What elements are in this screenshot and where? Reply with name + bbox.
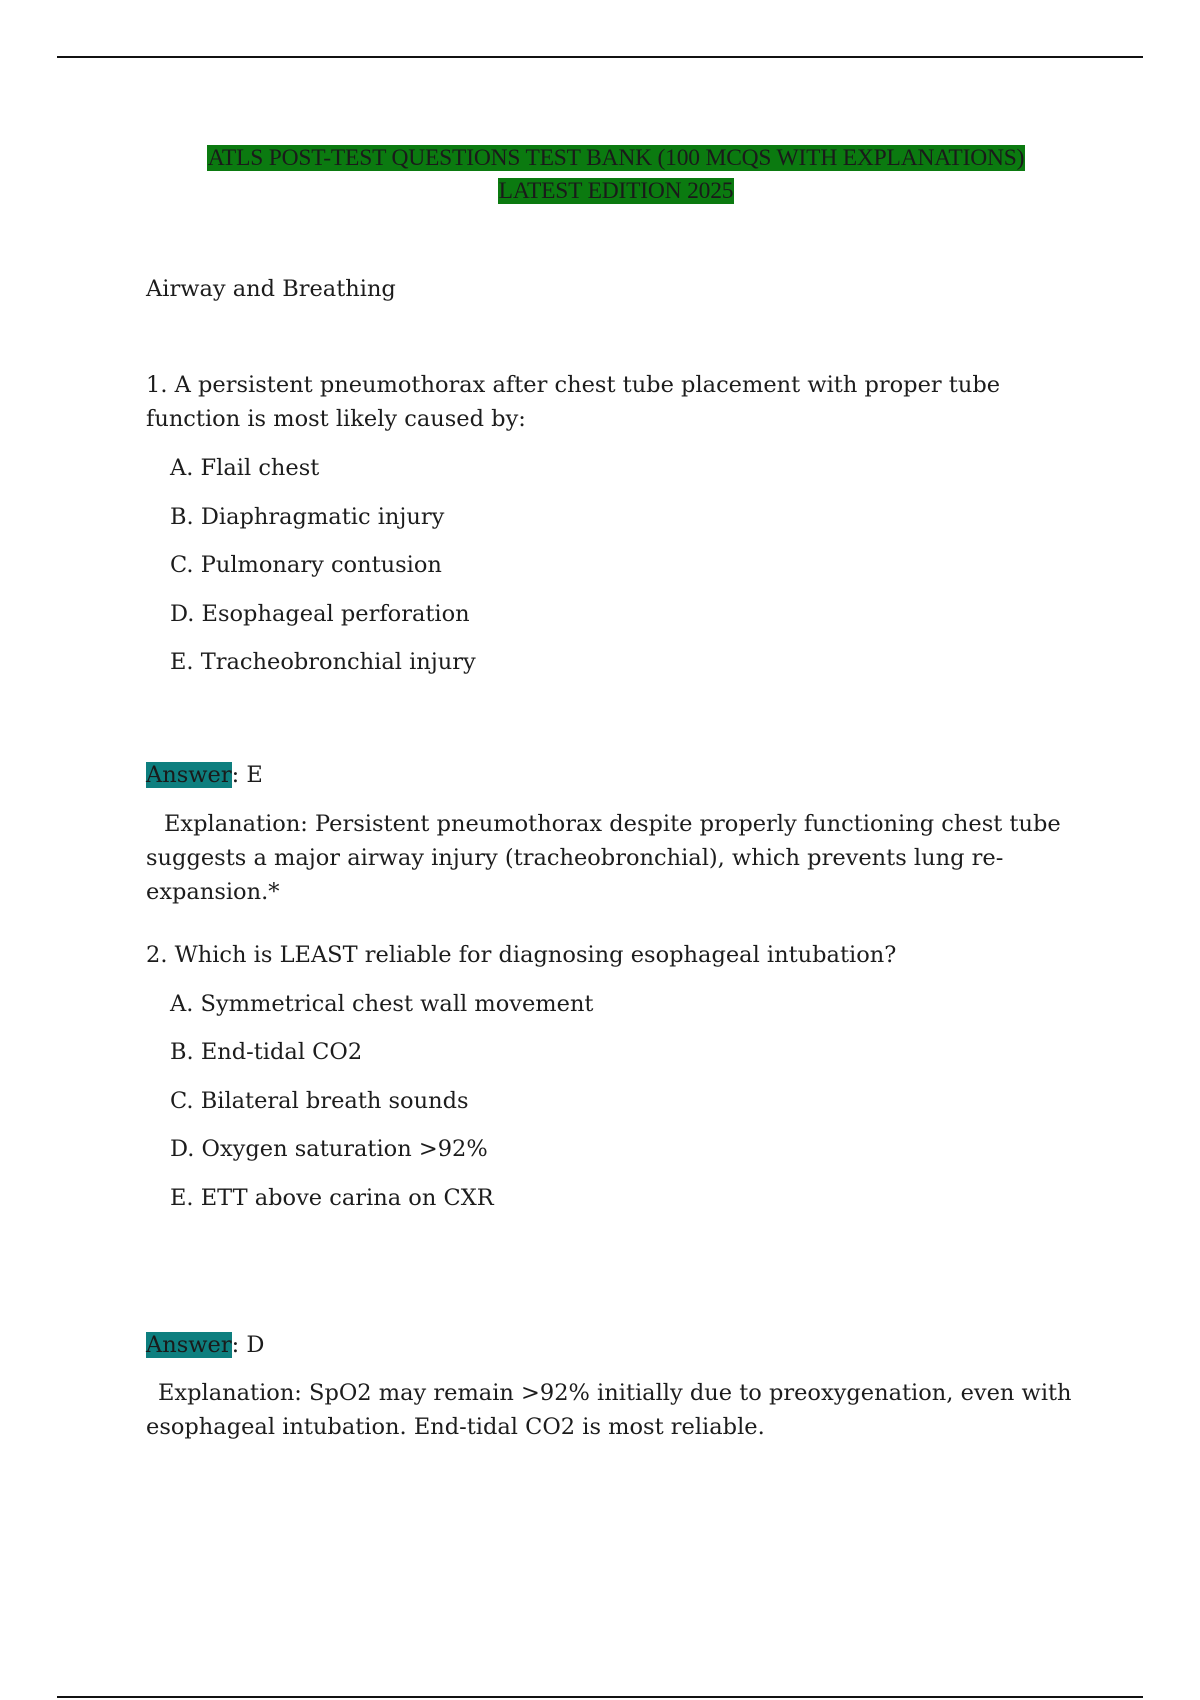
question-2-explanation: Explanation: SpO2 may remain >92% initially due to preoxygenation, even with esophageal intubation. End-tidal CO2 is most reliable. bbox=[146, 1380, 1072, 1440]
answer-value: : D bbox=[231, 1332, 265, 1358]
section-heading: Airway and Breathing bbox=[146, 276, 396, 302]
question-2-option-d: D. Oxygen saturation >92% bbox=[170, 1136, 488, 1162]
answer-label: Answer bbox=[146, 1332, 232, 1358]
question-1-stem: 1. A persistent pneumothorax after chest tube placement with proper tube function is most likely caused by: bbox=[146, 372, 1001, 432]
answer-label: Answer bbox=[146, 762, 232, 788]
question-1-explanation: Explanation: Persistent pneumothorax despite properly functioning chest tube suggests a major airway injury (tracheobronchial), which prevents lung re-expansion.* bbox=[146, 811, 1061, 905]
question-1-answer bbox=[146, 758, 263, 792]
question-1-option-c: C. Pulmonary contusion bbox=[170, 552, 442, 578]
question-2-option-a: A. Symmetrical chest wall movement bbox=[170, 991, 594, 1017]
question-2-option-c: C. Bilateral breath sounds bbox=[170, 1088, 469, 1114]
question-1-option-e: E. Tracheobronchial injury bbox=[170, 649, 476, 675]
top-rule bbox=[57, 56, 1143, 58]
document-title bbox=[146, 142, 1086, 208]
bottom-rule bbox=[57, 1696, 1143, 1698]
title-line-1: ATLS POST-TEST QUESTIONS TEST BANK (100 MCQS WITH EXPLANATIONS) bbox=[207, 145, 1025, 171]
question-2-option-e: E. ETT above carina on CXR bbox=[170, 1185, 494, 1211]
question-1-option-b: B. Diaphragmatic injury bbox=[170, 504, 445, 530]
question-1-option-a: A. Flail chest bbox=[170, 455, 320, 481]
question-2-stem: 2. Which is LEAST reliable for diagnosing esophageal intubation? bbox=[146, 942, 897, 968]
question-1-option-d: D. Esophageal perforation bbox=[170, 601, 470, 627]
title-line-2: LATEST EDITION 2025 bbox=[498, 178, 734, 204]
question-2-option-b: B. End-tidal CO2 bbox=[170, 1039, 363, 1065]
question-2-answer bbox=[146, 1328, 264, 1362]
answer-value: : E bbox=[231, 762, 263, 788]
